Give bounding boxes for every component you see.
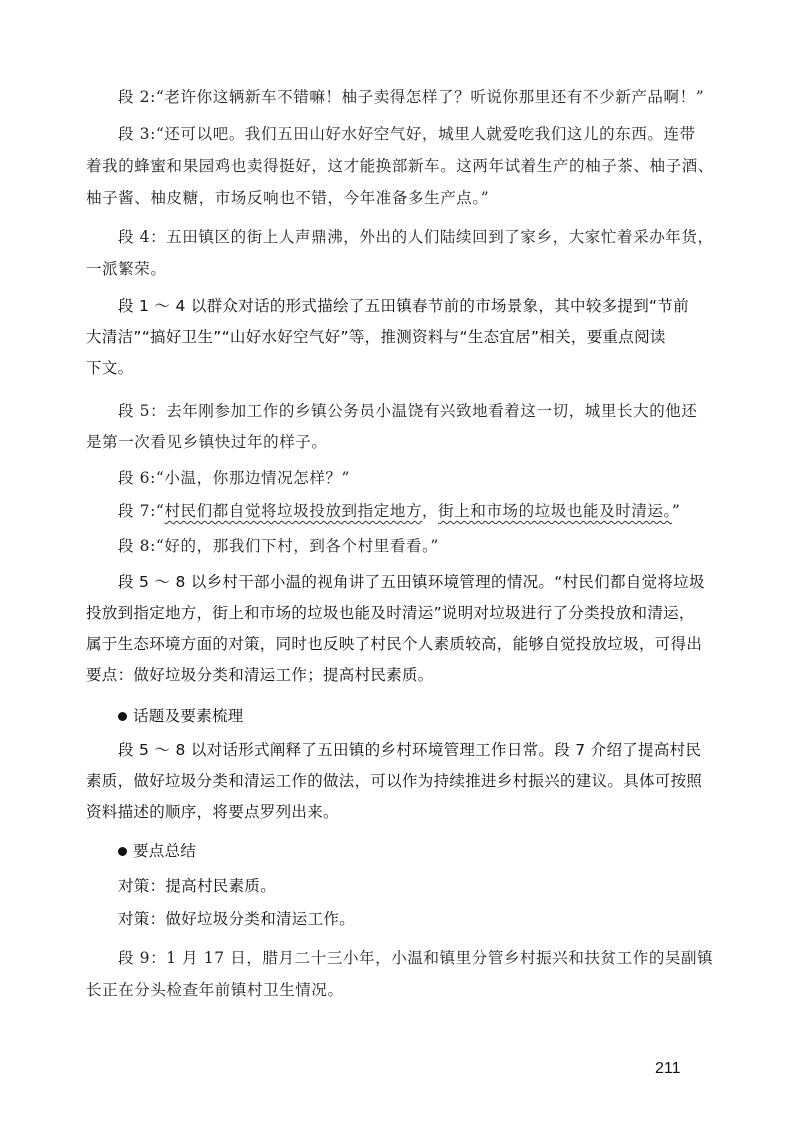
paragraph-4-line-1: 段 4：五田镇区的街上人声鼎沸，外出的人们陆续回到了家乡，大家忙着采办年货， bbox=[118, 228, 714, 246]
section-heading-topics-label: 话题及要素梳理 bbox=[133, 707, 244, 725]
topics-line-2: 素质，做好垃圾分类和清运工作的做法，可以作为持续推进乡村振兴的建议。具体可按照 bbox=[86, 772, 703, 790]
topics-line-1: 段 5 ～ 8 以对话形式阐释了五田镇的乡村环境管理工作日常。段 7 介绍了提高村民 bbox=[118, 741, 702, 759]
paragraph-3-line-3: 柚子酱、柚皮糖，市场反响也不错，今年准备多生产点。” bbox=[86, 189, 490, 207]
analysis-2-line-3: 属于生态环境方面的对策，同时也反映了村民个人素质较高，能够自觉投放垃圾，可得出 bbox=[86, 635, 703, 653]
paragraph-3-line-1: 段 3:“还可以吧。我们五田山好水好空气好，城里人就爱吃我们这儿的东西。连带 bbox=[118, 125, 696, 143]
bullet-icon bbox=[118, 712, 127, 721]
analysis-1-line-1: 段 1 ～ 4 以群众对话的形式描绘了五田镇春节前的市场景象，其中较多提到“节前 bbox=[118, 297, 689, 315]
paragraph-4-line-2: 一派繁荣。 bbox=[86, 260, 167, 278]
paragraph-7 bbox=[118, 501, 698, 521]
underlined-phrase-1: 村民们都自觉将垃圾投放到指定地方 bbox=[164, 502, 423, 520]
analysis-2-line-4: 要点：做好垃圾分类和清运工作；提高村民素质。 bbox=[86, 666, 434, 684]
section-heading-summary bbox=[118, 841, 698, 861]
section-heading-summary-label: 要点总结 bbox=[133, 842, 197, 860]
section-heading-topics bbox=[118, 706, 698, 726]
analysis-2-line-1: 段 5 ～ 8 以乡村干部小温的视角讲了五田镇环境管理的情况。“村民们都自觉将垃圾 bbox=[118, 573, 705, 591]
paragraph-8: 段 8:“好的，那我们下村，到各个村里看看。” bbox=[118, 537, 439, 555]
analysis-1-line-3: 下文。 bbox=[86, 359, 134, 377]
paragraph-5-line-1: 段 5：去年刚参加工作的乡镇公务员小温饶有兴致地看着这一切，城里长大的他还 bbox=[118, 402, 698, 420]
page-number: 211 bbox=[655, 1060, 681, 1077]
bullet-icon bbox=[118, 847, 127, 856]
paragraph-9-line-1: 段 9：1 月 17 日，腊月二十三小年，小温和镇里分管乡村振兴和扶贫工作的吴副镇 bbox=[118, 949, 714, 967]
paragraph-5-line-2: 是第一次看见乡镇快过年的样子。 bbox=[86, 433, 328, 451]
summary-item-1: 对策：提高村民素质。 bbox=[118, 877, 277, 895]
underlined-phrase-2: 街上和市场的垃圾也能及时清运。 bbox=[438, 502, 672, 520]
summary-item-2: 对策：做好垃圾分类和清运工作。 bbox=[118, 910, 356, 928]
paragraph-3-line-2: 着我的蜂蜜和果园鸡也卖得挺好，这才能换部新车。这两年试着生产的柚子茶、柚子酒、 bbox=[86, 157, 714, 175]
paragraph-7-suffix: ” bbox=[671, 502, 681, 520]
paragraph-2: 段 2:“老许你这辆新车不错嘛！柚子卖得怎样了？听说你那里还有不少新产品啊！” bbox=[118, 88, 705, 106]
analysis-2-line-2: 投放到指定地方，街上和市场的垃圾也能及时清运”说明对垃圾进行了分类投放和清运， bbox=[86, 604, 695, 622]
paragraph-7-prefix: 段 7:“ bbox=[118, 502, 165, 520]
paragraph-9-line-2: 长正在分头检查年前镇村卫生情况。 bbox=[86, 981, 344, 999]
topics-line-3: 资料描述的顺序，将要点罗列出来。 bbox=[86, 803, 339, 821]
paragraph-7-mid: ， bbox=[422, 502, 439, 520]
analysis-1-line-2: 大清洁”“搞好卫生”“山好水好空气好”等，推测资料与“生态宜居”相关，要重点阅读 bbox=[86, 328, 666, 346]
paragraph-6: 段 6:“小温，你那边情况怎样？” bbox=[118, 469, 351, 487]
